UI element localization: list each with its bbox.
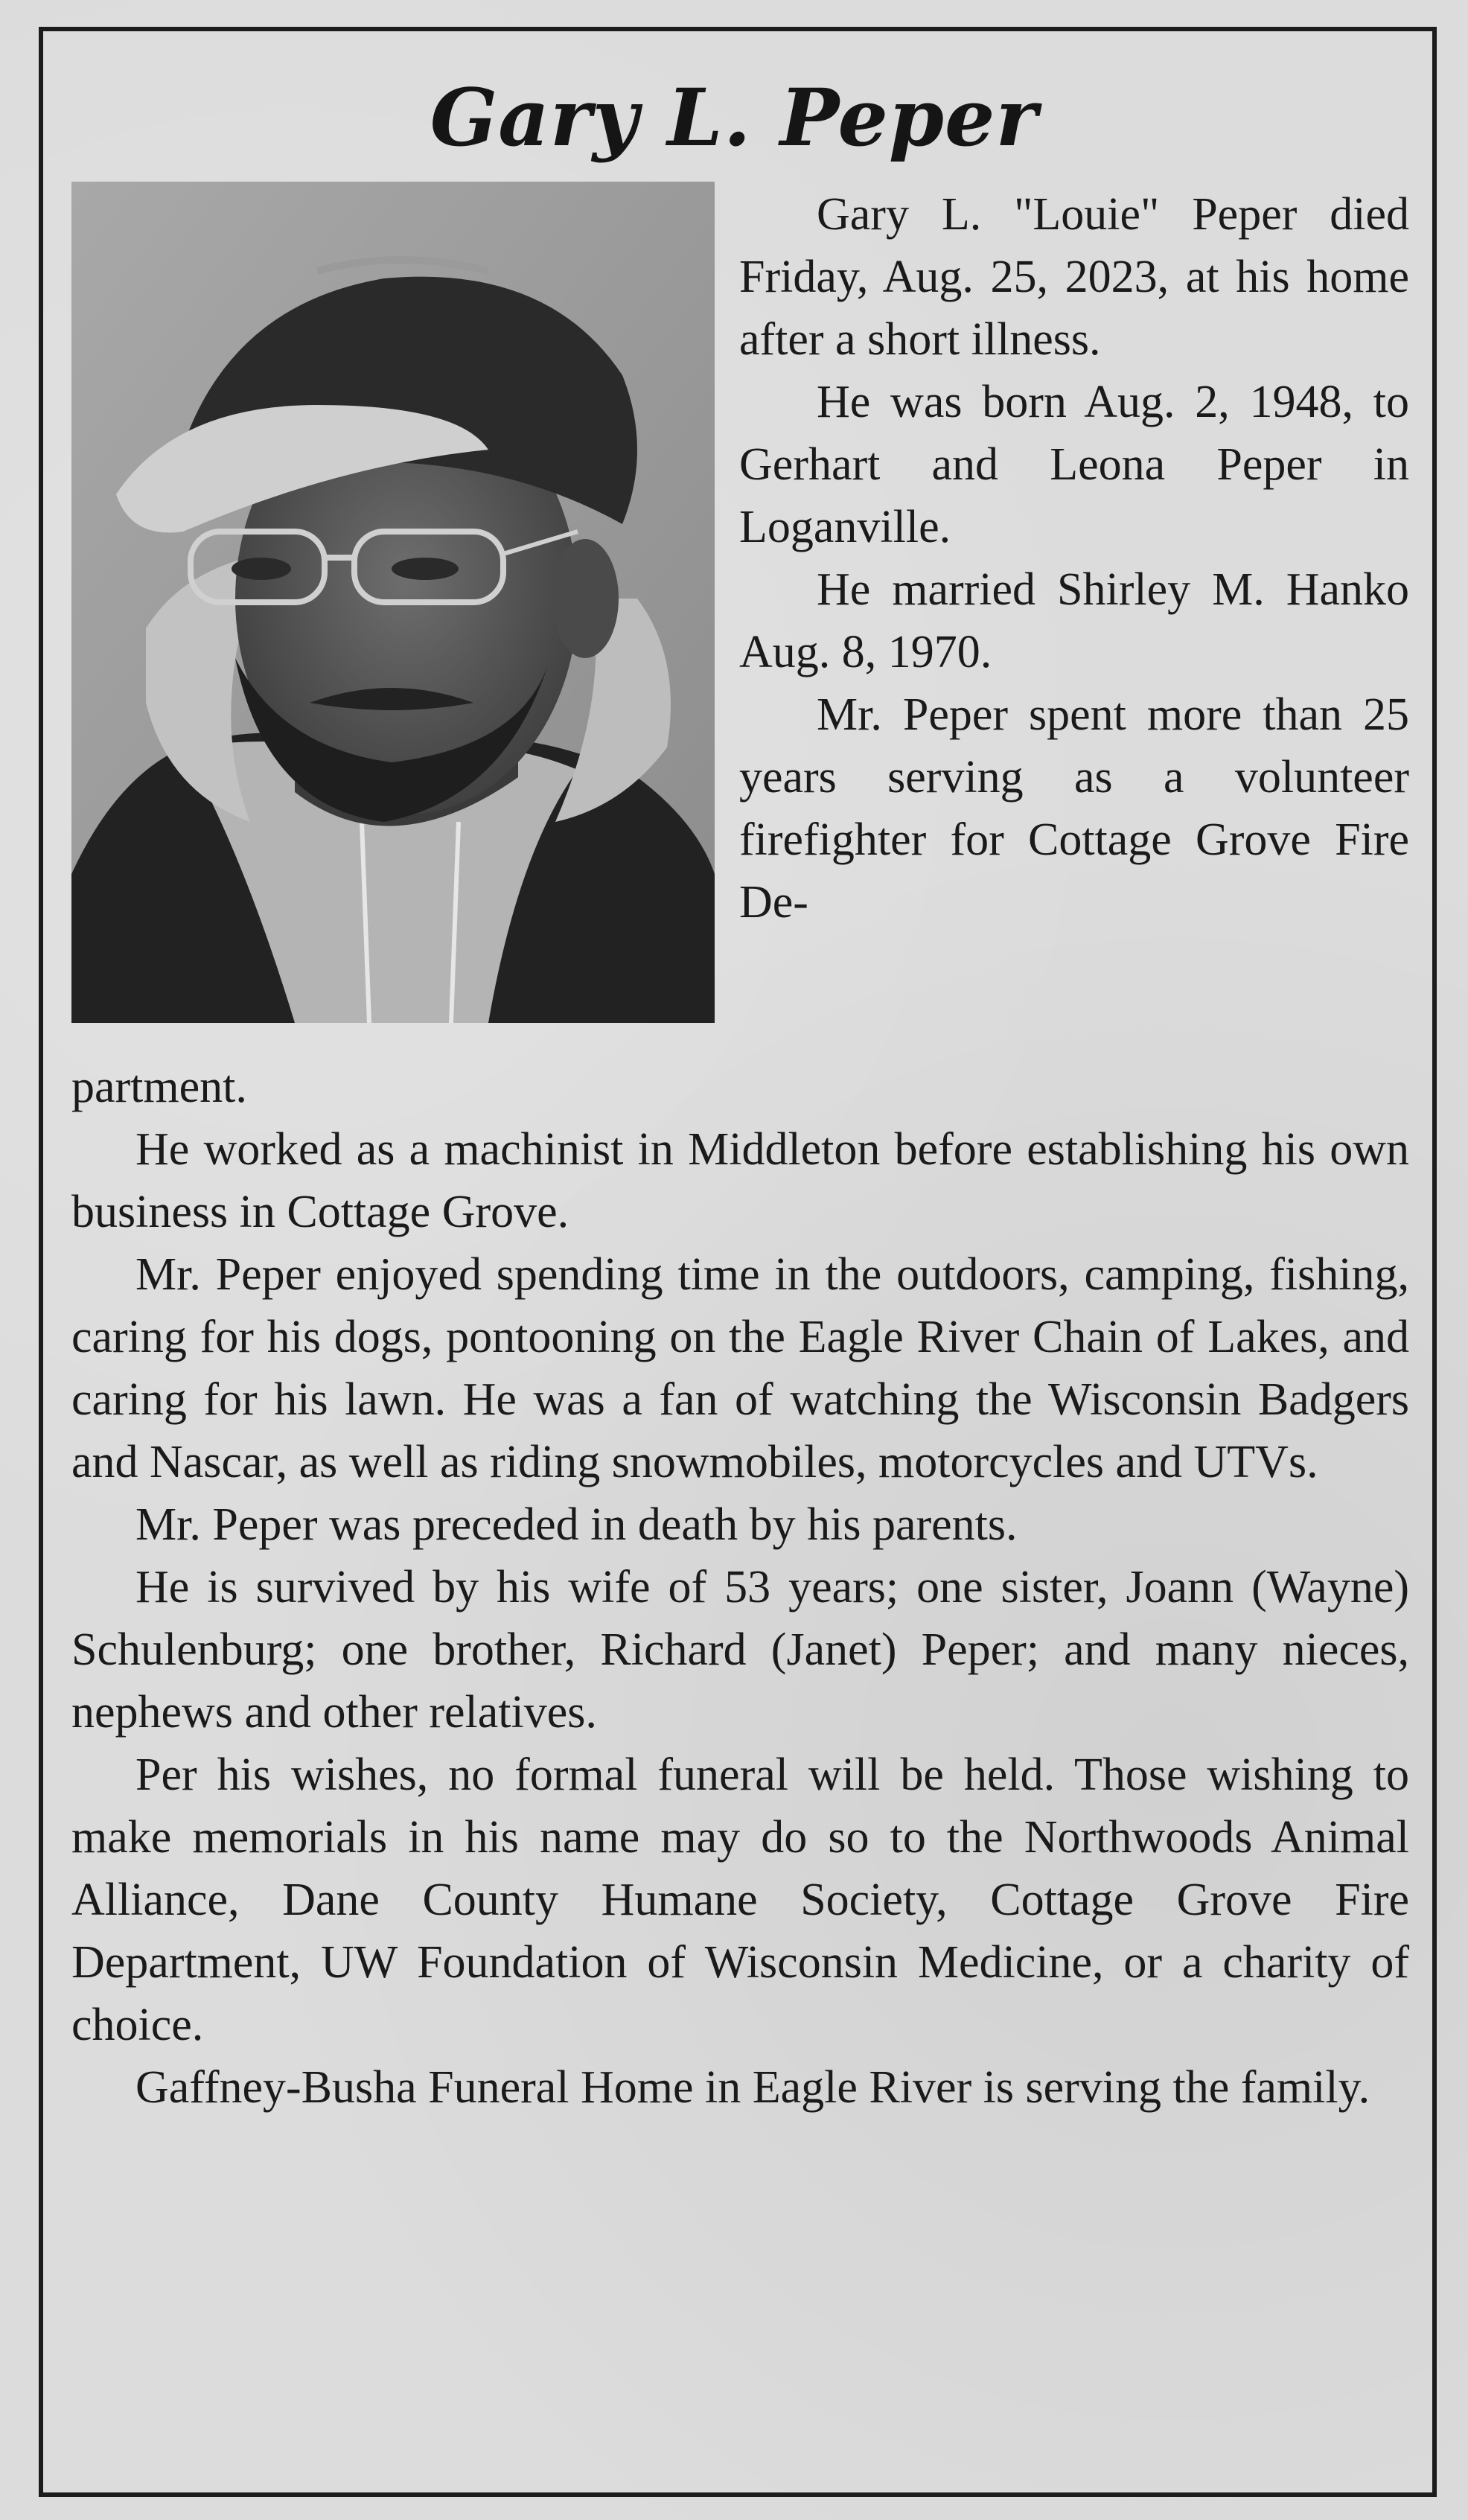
obituary-column-text	[739, 183, 1409, 934]
paragraph-memorials: Per his wishes, no formal funeral will be held. Those wishing to make memorials in his name may do so to the Northwoods Animal Alliance, Dane County Humane Society, Cottage Grove Fire Department, UW Foundation of Wisconsin Medicine, or a charity of choice.	[71, 1749, 1409, 2050]
paragraph-firefighter: Mr. Peper spent more than 25 years serving as a volunteer firefighter for Cottage Grove Fire De-	[739, 689, 1409, 928]
paragraph-preceded: Mr. Peper was preceded in death by his parents.	[135, 1499, 1018, 1550]
paragraph-marriage: He married Shirley M. Hanko Aug. 8, 1970.	[739, 564, 1409, 677]
portrait-image	[71, 182, 715, 1023]
paragraph-death: Gary L. "Louie" Peper died Friday, Aug. 25, 2023, at his home after a short illness.	[739, 189, 1409, 365]
paragraph-hobbies: Mr. Peper enjoyed spending time in the outdoors, camping, fishing, caring for his dogs, pontooning on the Eagle River Chain of Lakes, and caring for his lawn. He was a fan of watching the Wisconsin Badgers and Nascar, as well as riding snowmobiles, motorcycles and UTVs.	[71, 1249, 1409, 1487]
obituary-main-text	[71, 1056, 1409, 2119]
paragraph-career: He worked as a machinist in Middleton before establishing his own business in Cottage Grove.	[71, 1124, 1409, 1237]
obituary-title: Gary L. Peper	[430, 71, 1038, 164]
paragraph-survivors: He is survived by his wife of 53 years; one sister, Joann (Wayne) Schulenburg; one brother, Richard (Janet) Peper; and many nieces, nephews and other relatives.	[71, 1562, 1409, 1738]
portrait-photo	[71, 182, 715, 1023]
paragraph-funeral-home: Gaffney-Busha Funeral Home in Eagle River is serving the family.	[135, 2062, 1370, 2113]
paragraph-birth: He was born Aug. 2, 1948, to Gerhart and Leona Peper in Loganville.	[739, 377, 1409, 552]
paragraph-continuation: partment.	[71, 1062, 247, 1112]
